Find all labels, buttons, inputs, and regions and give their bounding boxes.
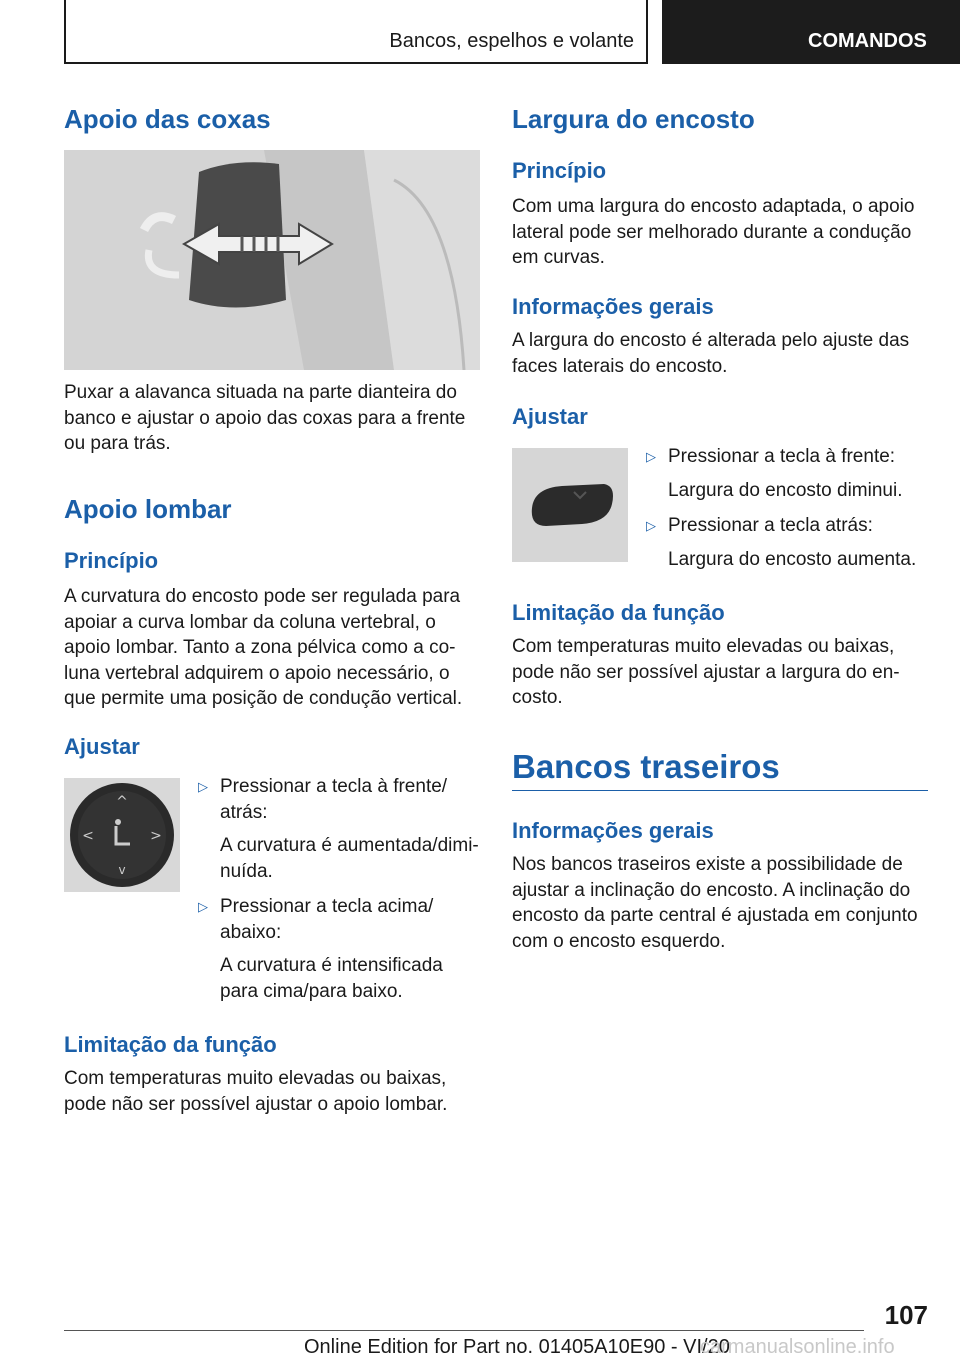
triangle-bullet-icon: ▷ bbox=[198, 899, 208, 914]
width-step-2-action: Pressionar a tecla atrás: bbox=[668, 515, 873, 536]
triangle-bullet-icon: ▷ bbox=[198, 779, 208, 794]
triangle-bullet-icon: ▷ bbox=[646, 449, 656, 464]
width-rocker-switch-icon bbox=[512, 448, 628, 562]
lumbar-4way-control-icon bbox=[64, 778, 180, 892]
lumbar-steps-list bbox=[198, 774, 482, 1014]
lumbar-step-2-action: Pressionar a tecla acima/ abaixo: bbox=[220, 896, 434, 943]
lumbar-principle-title: Princípio bbox=[64, 548, 159, 573]
rear-seats-rule bbox=[512, 790, 928, 791]
width-adjust-title: Ajustar bbox=[512, 404, 588, 429]
lumbar-limit-text: Com temperaturas muito elevadas ou baixas, pode não ser possível ajustar o apoio lombar. bbox=[64, 1068, 448, 1115]
header-section-title: Bancos, espelhos e volante bbox=[389, 30, 634, 52]
watermark-text: carmanualsonline.info bbox=[700, 1336, 895, 1358]
width-info-text: A largura do encosto é alterada pelo ajuste das faces laterais do encosto. bbox=[512, 330, 910, 377]
seat-thigh-illustration bbox=[64, 150, 480, 370]
lumbar-principle-text: A curvatura do encosto pode ser regulada para apoiar a curva lombar da coluna vertebral, o apoio lombar. Tanto a zona pélvica como a co-luna vertebral adquirem o apoio necessário, o que permite uma posição de condução vertical. bbox=[64, 586, 463, 709]
edition-text: Online Edition for Part no. 01405A10E90 - VI/20 bbox=[304, 1336, 730, 1358]
width-step-2-result: Largura do encosto aumenta. bbox=[668, 548, 917, 570]
lumbar-limit-title: Limitação da função bbox=[64, 1032, 277, 1057]
width-limit-text: Com temperaturas muito elevadas ou baixas, pode não ser possível ajustar a largura do en-costo. bbox=[512, 636, 900, 708]
width-control-image bbox=[512, 448, 628, 562]
lumbar-step-1-action: Pressionar a tecla à frente/ atrás: bbox=[220, 776, 448, 823]
lumbar-step-2-result: A curvatura é intensificada para cima/para baixo. bbox=[220, 955, 443, 1002]
width-steps-list bbox=[646, 444, 930, 582]
width-info-title: Informações gerais bbox=[512, 294, 714, 319]
rear-info-text: Nos bancos traseiros existe a possibilidade de ajustar a inclinação do encosto. A inclinação do encosto da parte central é ajustada em conjunto com o encosto esquerdo. bbox=[512, 854, 918, 952]
width-step-1 bbox=[646, 444, 930, 503]
triangle-bullet-icon: ▷ bbox=[646, 518, 656, 533]
width-principle-text: Com uma largura do encosto adaptada, o apoio lateral pode ser melhorado durante a condução em curvas. bbox=[512, 196, 915, 268]
width-principle-title: Princípio bbox=[512, 158, 607, 183]
svg-text:v: v bbox=[118, 863, 126, 877]
header-chapter-tab: COMANDOS bbox=[662, 0, 960, 64]
lumbar-step-2 bbox=[198, 894, 482, 1004]
lumbar-step-1 bbox=[198, 774, 482, 884]
width-step-2 bbox=[646, 513, 930, 572]
footer-divider bbox=[64, 1330, 864, 1331]
thigh-support-text: Puxar a alavanca situada na parte dianteira do banco e ajustar o apoio das coxas para a frente ou para trás. bbox=[64, 382, 466, 454]
lumbar-control-image bbox=[64, 778, 180, 892]
rear-info-title: Informações gerais bbox=[512, 818, 714, 843]
svg-text:>: > bbox=[150, 828, 162, 844]
width-limit-title: Limitação da função bbox=[512, 600, 725, 625]
svg-text:<: < bbox=[82, 828, 94, 844]
width-step-1-action: Pressionar a tecla à frente: bbox=[668, 446, 896, 467]
rear-seats-title: Bancos traseiros bbox=[512, 748, 780, 785]
width-step-1-result: Largura do encosto diminui. bbox=[668, 479, 903, 501]
thigh-support-title: Apoio das coxas bbox=[64, 104, 271, 134]
page-number: 107 bbox=[884, 1300, 928, 1330]
svg-text:^: ^ bbox=[116, 794, 128, 810]
thigh-support-image bbox=[64, 150, 480, 370]
header-section-box bbox=[64, 0, 648, 64]
lumbar-step-1-result: A curvatura é aumentada/dimi-nuída. bbox=[220, 835, 479, 882]
lumbar-title: Apoio lombar bbox=[64, 494, 232, 524]
width-title: Largura do encosto bbox=[512, 104, 755, 134]
lumbar-adjust-title: Ajustar bbox=[64, 734, 140, 759]
